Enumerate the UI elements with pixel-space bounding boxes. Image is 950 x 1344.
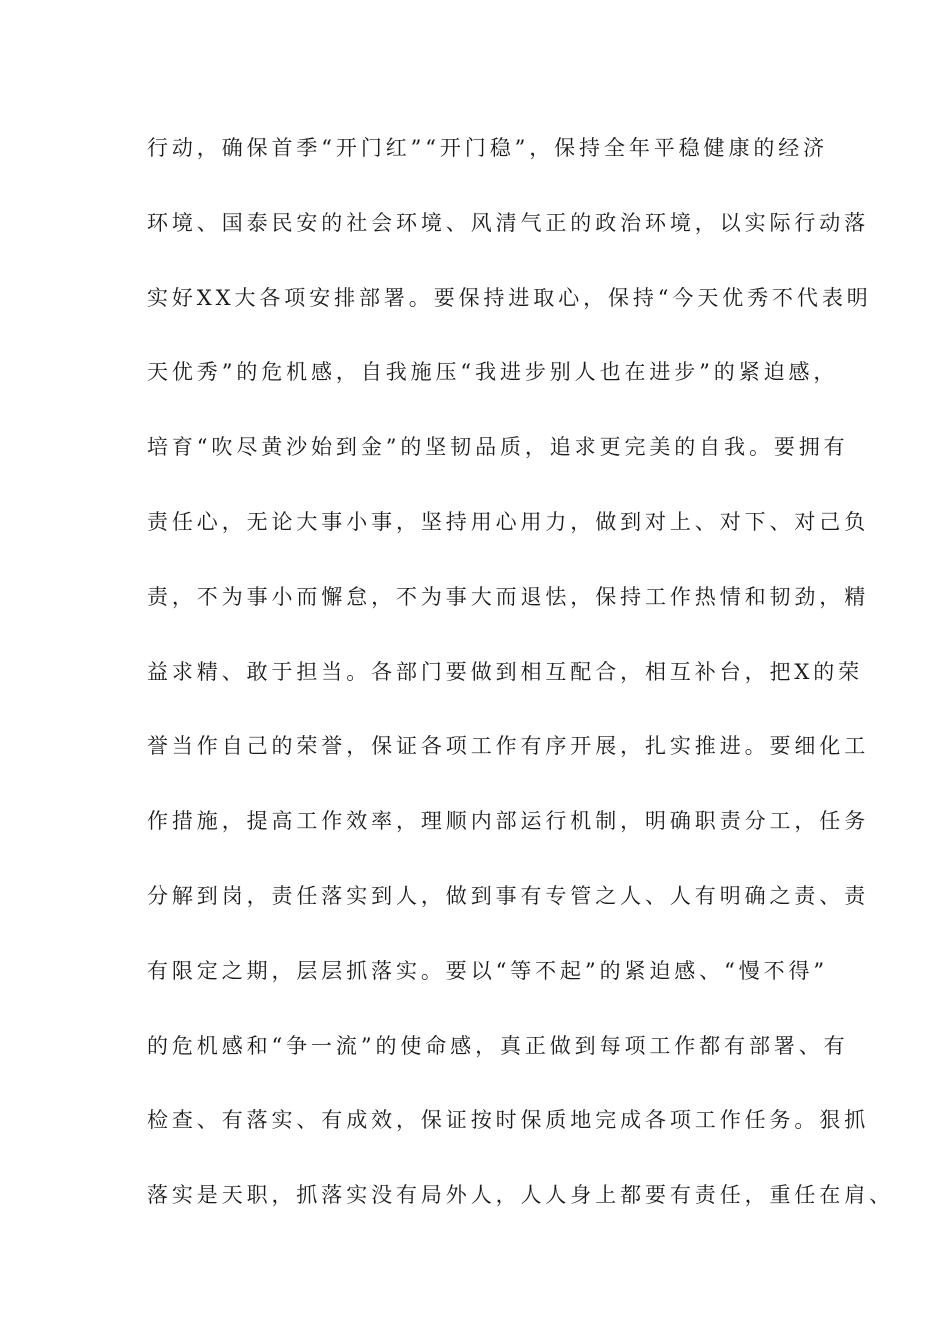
body-text	[147, 128, 894, 1250]
text-line-7: 责，不为事小而懈怠，不为事大而退怯，保持工作热情和韧劲，精	[147, 584, 870, 609]
text-line-6: 责任心，无论大事小事，坚持用心用力，做到对上、对下、对己负	[147, 509, 870, 534]
text-line-5: 培育“吹尽黄沙始到金”的坚韧品质，追求更完美的自我。要拥有	[147, 435, 849, 460]
text-line-9: 誉当作自己的荣誉，保证各项工作有序开展，扎实推进。要细化工	[147, 734, 870, 759]
text-line-4: 天优秀”的危机感，自我施压“我进步别人也在进步”的紧迫感，	[147, 360, 839, 385]
text-line-14: 检查、有落实、有成效，保证按时保质地完成各项工作任务。狠抓	[147, 1108, 870, 1133]
text-line-3: 实好XX大各项安排部署。要保持进取心，保持“今天优秀不代表明	[147, 285, 872, 310]
text-line-11: 分解到岗，责任落实到人，做到事有专管之人、人有明确之责、责	[147, 883, 870, 908]
text-line-8: 益求精、敢于担当。各部门要做到相互配合，相互补台，把X的荣	[147, 659, 864, 684]
text-line-15: 落实是天职，抓落实没有局外人，人人身上都要有责任，重任在肩、	[147, 1183, 894, 1208]
text-line-10: 作措施，提高工作效率，理顺内部运行机制，明确职责分工，任务	[147, 809, 870, 834]
text-line-12: 有限定之期，层层抓落实。要以“等不起”的紧迫感、“慢不得”	[147, 958, 829, 983]
text-line-2: 环境、国泰民安的社会环境、风清气正的政治环境，以实际行动落	[147, 210, 870, 235]
text-line-1: 行动，确保首季“开门红”“开门稳”，保持全年平稳健康的经济	[147, 136, 829, 160]
text-line-13: 的危机感和“争一流”的使命感，真正做到每项工作都有部署、有	[147, 1033, 849, 1058]
